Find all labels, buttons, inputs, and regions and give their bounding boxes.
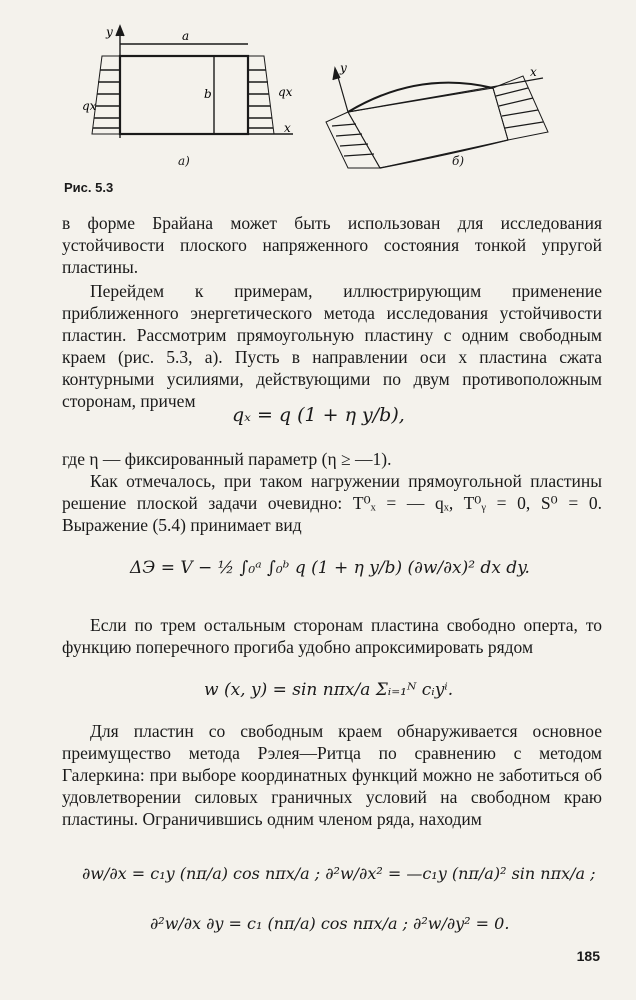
figure-b-buckled-plate-diagram: [318, 40, 558, 170]
formula-deflection-series: w (x, y) = sin nπx/a Σᵢ₌₁ᴺ cᵢyⁱ.: [204, 680, 454, 700]
figure-a-sublabel: а): [178, 154, 190, 168]
figure-caption: Рис. 5.3: [64, 180, 114, 195]
paragraph-3: где η — фиксированный параметр (η ≥ —1).: [62, 449, 392, 469]
paragraph-6: Для пластин со свободным краем обнаруживается основное преимущество метода Рэлея—Ритца по сравнению с методом Галеркина: при выборе координатных функций можно не заботиться об удовлетворении силовых граничных условий на свободном краю пластины. Ограничившись одним членом ряда, находим: [62, 721, 602, 829]
figure-b-sublabel: б): [452, 154, 465, 168]
paragraph-5: Если по трем остальным сторонам пластина свободно оперта, то функцию поперечного прогиба удобно апроксимировать рядом: [62, 615, 602, 657]
fig-a-label-b: b: [204, 87, 212, 101]
fig-a-label-y: y: [106, 25, 113, 39]
formula-derivatives-1: ∂w/∂x = c₁y (nπ/a) cos nπx/a ; ∂²w/∂x² = —c₁y (nπ/a)² sin nπx/a ;: [82, 864, 596, 883]
page-number: 185: [576, 948, 600, 964]
formula-qx: qₓ = q (1 + η y/b),: [232, 404, 405, 426]
fig-a-label-a: a: [182, 29, 190, 43]
fig-a-label-qx-left: qx: [82, 99, 97, 113]
paragraph-1: в форме Брайана может быть использован для исследования устойчивости плоского напряженного состояния тонкой упругой пластины.: [62, 213, 602, 277]
fig-b-label-y: y: [340, 61, 347, 75]
fig-a-label-qx-right: qx: [278, 85, 293, 99]
paragraph-2: Перейдем к примерам, иллюстрирующим применение приближенного энергетического метода исследования устойчивости пластин. Рассмотрим прямоугольную пластину с одним свободным краем (рис. 5.3, а). Пусть в направлении оси x пластина сжата контурными усилиями, действующими по двум противоположным сторонам, причем: [62, 281, 602, 411]
formula-energy: ΔЭ = V − ½ ∫₀ᵃ ∫₀ᵇ q (1 + η y/b) (∂w/∂x)² dx dy.: [130, 558, 530, 578]
fig-b-label-x: x: [530, 65, 537, 79]
figure-a-plate-diagram: [78, 20, 308, 150]
fig-a-label-x: x: [284, 121, 291, 135]
formula-derivatives-2: ∂²w/∂x ∂y = c₁ (nπ/a) cos nπx/a ; ∂²w/∂y² = 0.: [150, 914, 510, 933]
paragraph-4: Как отмечалось, при таком нагружении прямоугольной пластины решение плоской задачи очевидно: T⁰ₓ = — qₓ, T⁰ᵧ = 0, S⁰ = 0. Выражение (5.4) принимает вид: [62, 471, 602, 535]
